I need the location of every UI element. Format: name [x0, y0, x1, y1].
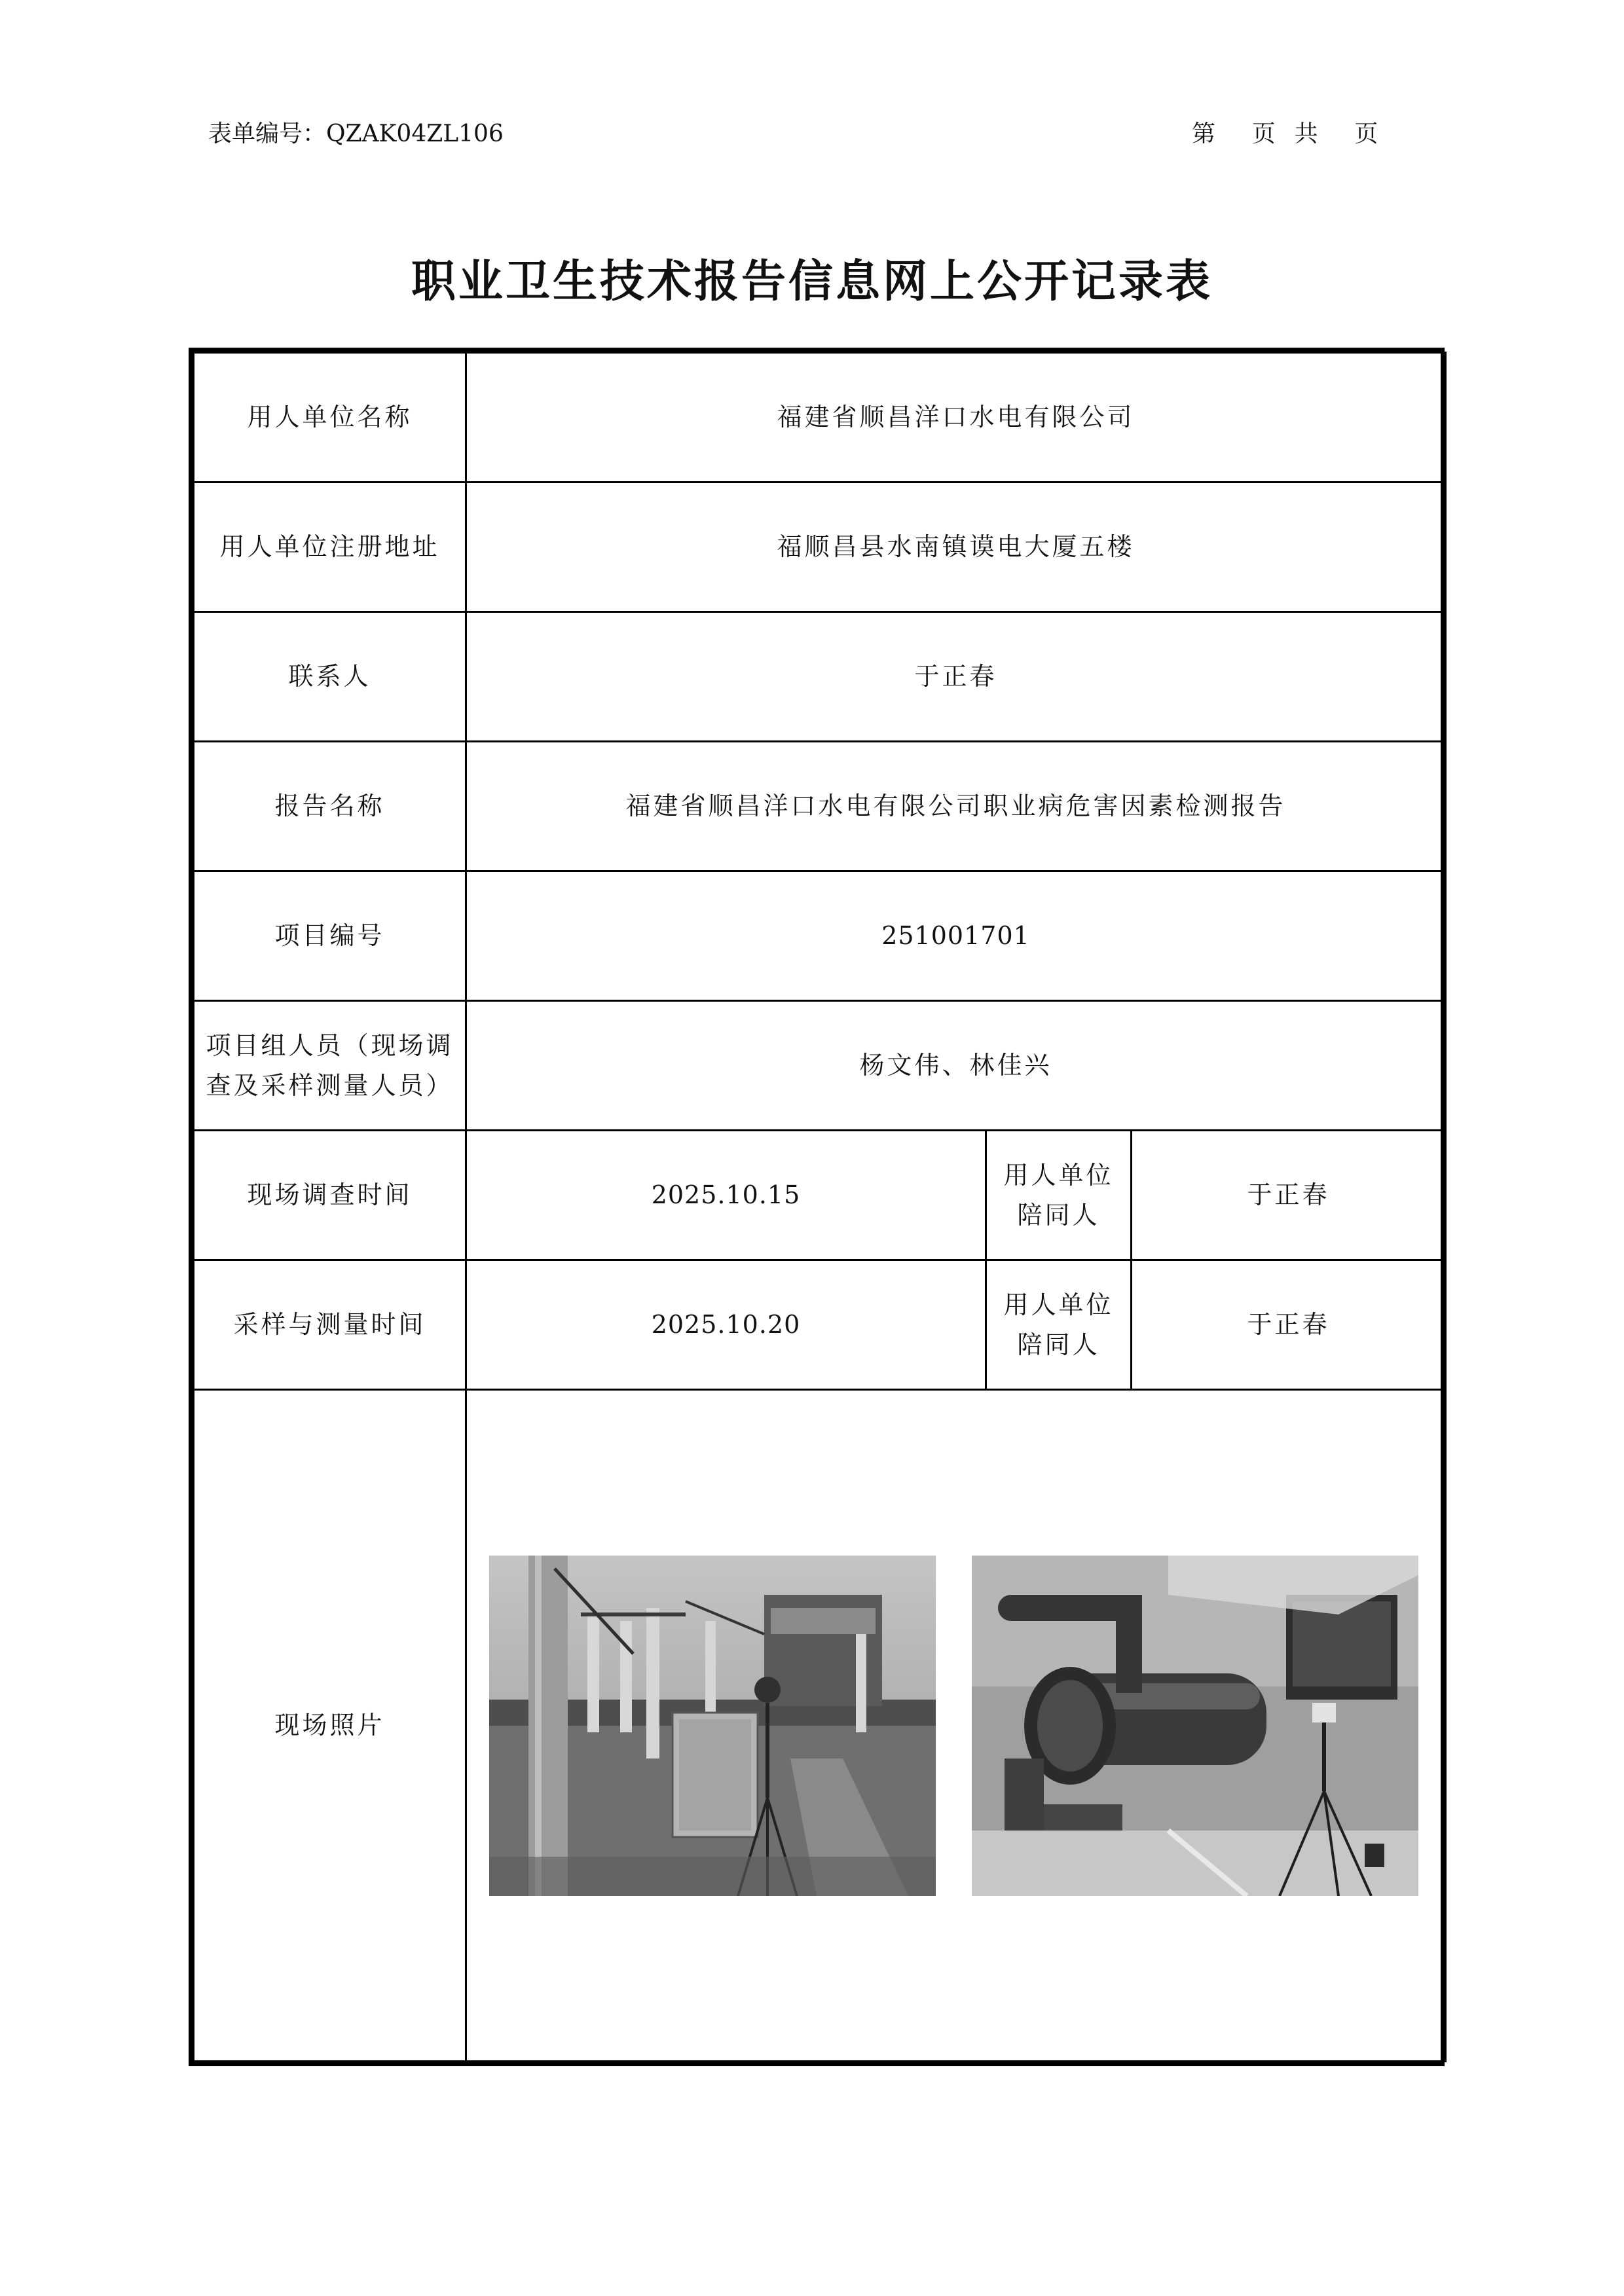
site-photos-cell [466, 1390, 1446, 2062]
sampling-accompany-label [986, 1260, 1132, 1390]
survey-accompany-label [986, 1131, 1132, 1260]
contact-row [194, 612, 1446, 742]
project-team-label-line2: 查及采样测量人员） [206, 1070, 454, 1100]
project-team-label [194, 1001, 466, 1131]
site-photos-label: 现场照片 [194, 1390, 466, 2062]
sampling-accompany-label-line1: 用人单位 [1003, 1290, 1114, 1319]
sampling-time-label: 采样与测量时间 [194, 1260, 466, 1390]
survey-accompany-label-line1: 用人单位 [1003, 1160, 1114, 1190]
site-photo-heat-exchanger [972, 1556, 1418, 1896]
employer-name-value: 福建省顺昌洋口水电有限公司 [466, 353, 1446, 483]
heat-exchanger-photo-image [972, 1556, 1418, 1896]
report-name-row [194, 742, 1446, 871]
sampling-time-row [194, 1260, 1446, 1390]
site-photo-substation [489, 1556, 936, 1896]
document-title: 职业卫生技术报告信息网上公开记录表 [411, 255, 1213, 308]
survey-accompany-label-line2: 陪同人 [1017, 1200, 1100, 1230]
survey-time-label: 现场调查时间 [194, 1131, 466, 1260]
sampling-accompany-value: 于正春 [1132, 1260, 1446, 1390]
survey-accompany-value: 于正春 [1132, 1131, 1446, 1260]
record-form-table [189, 348, 1445, 2066]
survey-time-value: 2025.10.15 [466, 1131, 986, 1260]
form-number: 表单编号：QZAK04ZL106 [208, 120, 504, 147]
address-row [194, 483, 1446, 612]
survey-time-row [194, 1131, 1446, 1260]
page-info: 第 页 共 页 [1192, 120, 1380, 147]
project-number-row [194, 871, 1446, 1001]
employer-name-label: 用人单位名称 [194, 353, 466, 483]
project-number-label: 项目编号 [194, 871, 466, 1001]
report-name-label: 报告名称 [194, 742, 466, 871]
contact-label: 联系人 [194, 612, 466, 742]
address-value: 福顺昌县水南镇谟电大厦五楼 [466, 483, 1446, 612]
substation-photo-image [489, 1556, 936, 1896]
project-team-label-line1: 项目组人员（现场调 [206, 1030, 454, 1060]
employer-name-row [194, 353, 1446, 483]
report-name-value: 福建省顺昌洋口水电有限公司职业病危害因素检测报告 [466, 742, 1446, 871]
site-photos-row [194, 1390, 1446, 2062]
contact-value: 于正春 [466, 612, 1446, 742]
sampling-accompany-label-line2: 陪同人 [1017, 1330, 1100, 1359]
project-team-row [194, 1001, 1446, 1131]
sampling-time-value: 2025.10.20 [466, 1260, 986, 1390]
site-photos-container [473, 1556, 1438, 1896]
address-label: 用人单位注册地址 [194, 483, 466, 612]
project-team-value: 杨文伟、林佳兴 [466, 1001, 1446, 1131]
project-number-value: 251001701 [466, 871, 1446, 1001]
